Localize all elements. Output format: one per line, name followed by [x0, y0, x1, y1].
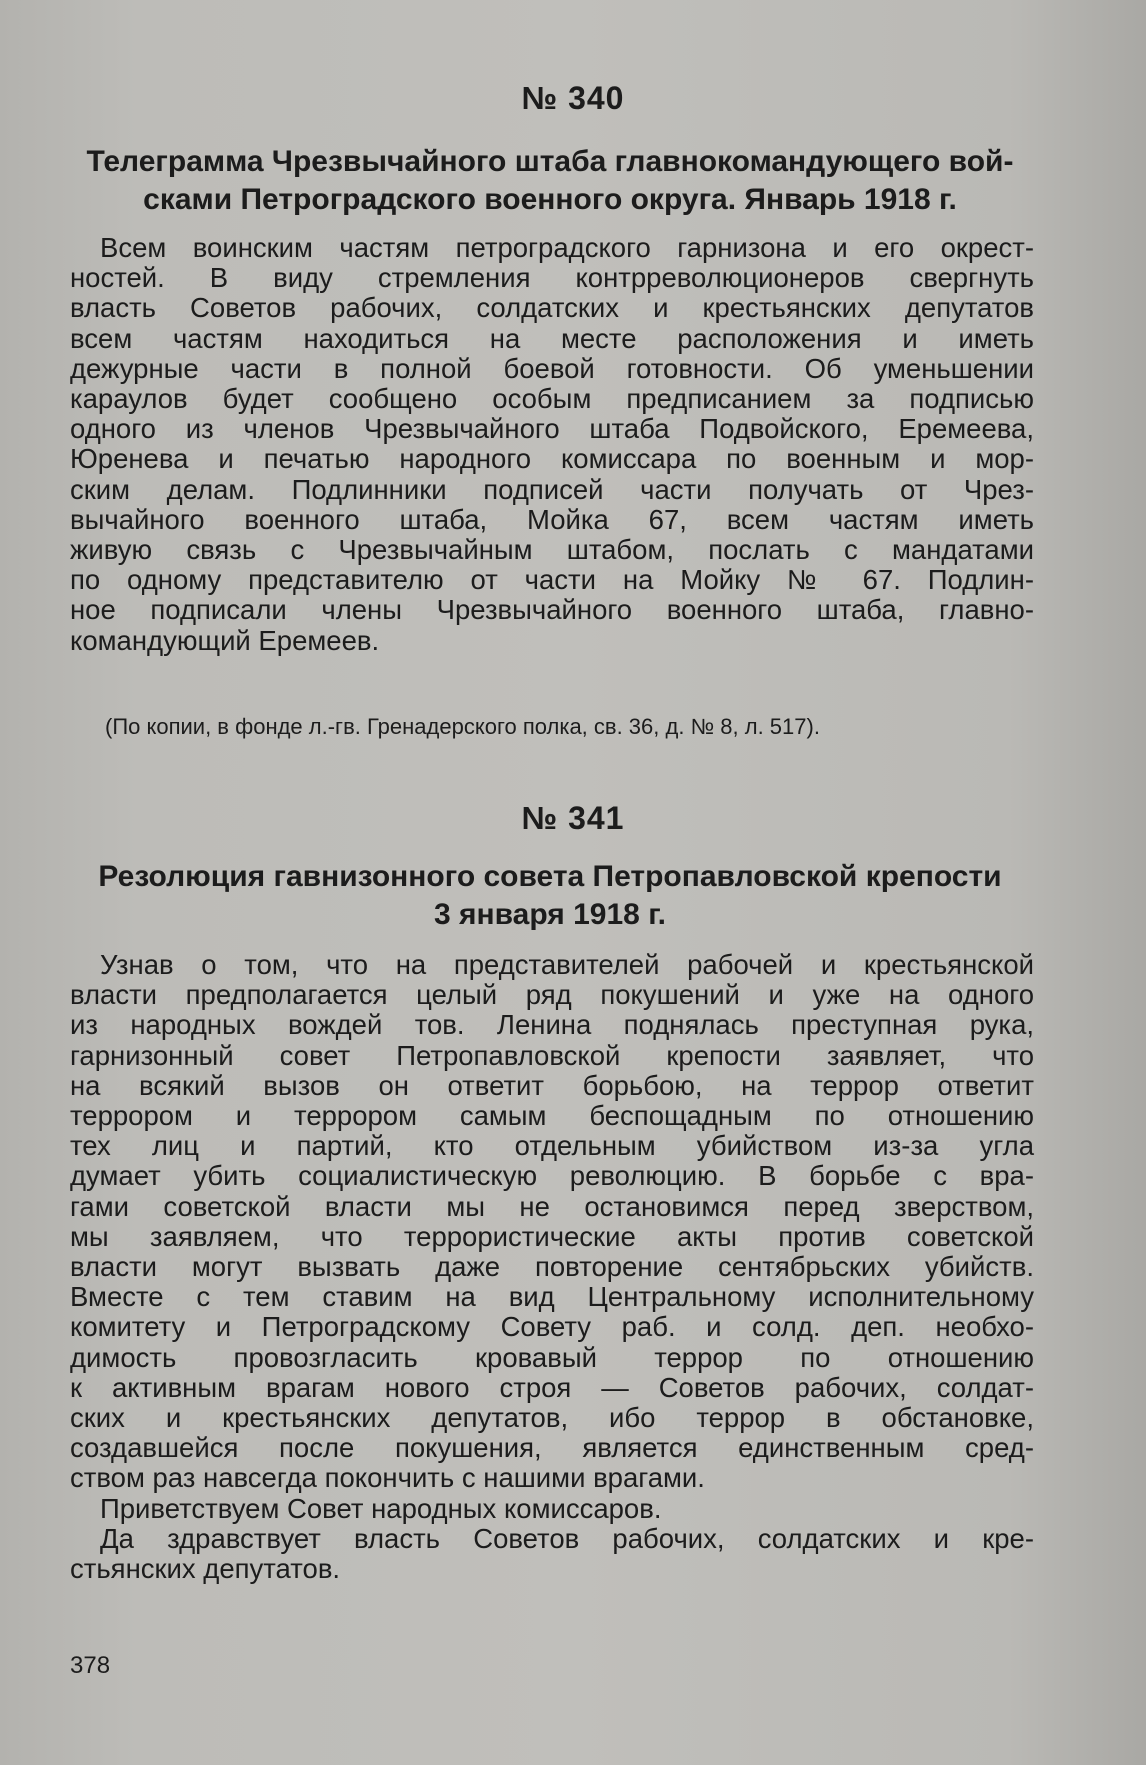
text-line: стьянских депутатов.: [70, 1553, 341, 1585]
text-line: Вместе с тем ставим на вид Центральному исполнительному: [70, 1281, 1034, 1313]
title-line: Телеграмма Чрезвычайного штаба главнокомандующего вой-: [86, 145, 1014, 178]
text-line: власть Советов рабочих, солдатских и крестьянских депутатов: [70, 292, 1034, 324]
text-line: ским делам. Подлинники подписей части получать от Чрез-: [70, 473, 1034, 505]
text-line: вычайного военного штаба, Мойка 67, всем частям иметь: [70, 503, 1034, 535]
document-number-341: № 341: [521, 800, 625, 836]
document-body-341: [70, 950, 1034, 1584]
text-line: всем частям находиться на месте расположения и иметь: [70, 322, 1034, 354]
text-line: власти могут вызвать даже повторение сентябрьских убийств.: [70, 1251, 1034, 1283]
text-line: по одному представителю от части на Мойку № 67. Подлин-: [70, 564, 1034, 596]
text-line: ством раз навсегда покончить с нашими врагами.: [70, 1462, 705, 1494]
document-number-340: № 340: [521, 80, 625, 116]
text-line: на всякий вызов он ответит борьбою, на террор ответит: [70, 1069, 1034, 1101]
text-line: Всем воинским частям петроградского гарнизона и его окрест-: [100, 232, 1034, 263]
document-title-340: [70, 143, 1030, 219]
text-line: ностей. В виду стремления контрреволюционеров свергнуть: [70, 262, 1034, 294]
text-line: караулов будет сообщено особым предписанием за подписью: [70, 383, 1034, 415]
title-line: 3 января 1918 г.: [433, 898, 667, 931]
text-line: командующий Еремеев.: [70, 624, 380, 656]
text-line: думает убить социалистическую революцию. В борьбе с вра-: [70, 1160, 1034, 1192]
text-line: живую связь с Чрезвычайным штабом, послать с мандатами: [70, 534, 1034, 566]
text-line: создавшейся после покушения, является единственным сред-: [70, 1432, 1034, 1464]
text-line: ских и крестьянских депутатов, ибо террор в обстановке,: [70, 1402, 1034, 1434]
text-line: димость провозгласить кровавый террор по отношению: [70, 1341, 1034, 1373]
text-line: Приветствуем Совет народных комиссаров.: [100, 1492, 662, 1524]
text-line: тех лиц и партий, кто отдельным убийством из-за угла: [70, 1130, 1034, 1162]
text-line: Да здравствует власть Советов рабочих, солдатских и кре-: [100, 1522, 1034, 1554]
text-line: ное подписали члены Чрезвычайного военного штаба, главно-: [70, 594, 1034, 626]
text-line: Узнав о том, что на представителей рабочей и крестьянской: [100, 949, 1034, 980]
text-line: гарнизонный совет Петропавловской крепости заявляет, что: [70, 1039, 1034, 1071]
document-body-340: [70, 233, 1034, 656]
text-line: мы заявляем, что террористические акты против советской: [70, 1220, 1034, 1252]
text-line: дежурные части в полной боевой готовности. Об уменьшении: [70, 352, 1034, 384]
text-line: власти предполагается целый ряд покушений и уже на одного: [70, 979, 1034, 1011]
text-line: Юренева и печатью народного комиссара по военным и мор-: [70, 443, 1034, 475]
title-line: Резолюция гавнизонного совета Петропавловской крепости: [98, 860, 1002, 893]
text-line: гами советской власти мы не остановимся перед зверством,: [70, 1190, 1034, 1222]
page-number: 378: [70, 1652, 111, 1679]
title-line: сками Петроградского военного округа. Январь 1918 г.: [143, 183, 957, 216]
text-line: к активным врагам нового строя — Советов рабочих, солдат-: [70, 1371, 1034, 1403]
text-line: террором и террором самым беспощадным по отношению: [70, 1100, 1034, 1132]
text-line: из народных вождей тов. Ленина поднялась преступная рука,: [70, 1009, 1034, 1041]
source-citation-340: (По копии, в фонде л.-гв. Гренадерского полка, св. 36, д. № 8, л. 517).: [105, 714, 820, 739]
document-title-341: [70, 858, 1030, 934]
text-line: одного из членов Чрезвычайного штаба Подвойского, Еремеева,: [70, 413, 1034, 445]
text-line: комитету и Петроградскому Совету раб. и солд. деп. необхо-: [70, 1311, 1034, 1343]
